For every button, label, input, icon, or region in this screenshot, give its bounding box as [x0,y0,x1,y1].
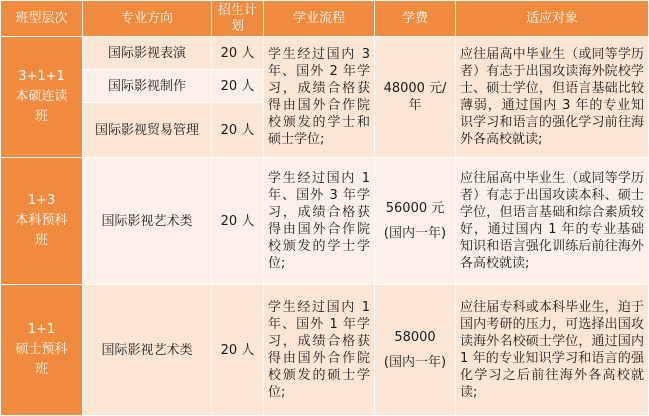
level-suffix: 班 [34,109,48,124]
header-flow: 学业流程 [264,1,375,37]
fee-main: 56000 元 [385,201,445,216]
major-cell: 国际影视艺术类 [83,158,212,285]
level-suffix: 班 [34,233,48,248]
header-fee: 学费 [375,1,456,37]
level-suffix: 班 [34,362,48,377]
plan-cell: 20 人 [212,37,264,70]
level-cell [1,37,83,158]
table-row [1,285,649,416]
level-code: 1+1 [27,322,56,337]
level-code: 1+3 [27,193,56,208]
header-level: 班型层次 [1,1,83,37]
fee-main: 58000 [394,330,436,345]
target-cell: 应往届专科或本科毕业生，迫于国内考研的压力，可选择出国攻读海外名校硕士学位，通过国内 1 年的专业知识学习和语言的强化学习之后前往海外各高校就读; [456,285,649,416]
table-row [1,158,649,285]
level-name: 硕士预科 [15,342,68,357]
level-name: 本科预科 [15,213,68,228]
header-target: 适应对象 [456,1,649,37]
fee-main: 48000 元/ [383,81,447,96]
header-plan: 招生计划 [212,1,264,37]
major-cell: 国际影视表演 [83,37,212,70]
flow-cell: 学生经过国内 1 年、国外 1 年学习，成绩合格获得由国外合作院校颁发的硕士学位; [264,285,375,416]
header-row [1,1,649,37]
fee-cell [375,285,456,416]
fee-note: (国内一年) [383,226,447,241]
plan-cell: 20 人 [212,285,264,416]
flow-cell: 学生经过国内 1 年、国外 3 年学习，成绩合格获得由国外合作院校颁发的学士学位; [264,158,375,285]
table-row [1,37,649,70]
header-major: 专业方向 [83,1,212,37]
plan-cell: 20 人 [212,70,264,103]
major-cell: 国际影视制作 [83,70,212,103]
flow-cell: 学生经过国内 3 年、国外 2 年学习，成绩合格获得由国外合作院校颁发的学士和硕士学位; [264,37,375,158]
fee-cell [375,37,456,158]
fee-note: (国内一年) [383,355,447,370]
fee-cell [375,158,456,285]
level-cell [1,158,83,285]
level-code: 3+1+1 [18,69,65,84]
target-cell: 应往届高中毕业生（或同等学历者）有志于出国攻读海外院校学士、硕士学位，但语言基础比较薄弱，通过国内 3 年的专业知识学习和语言的强化学习前往海外各高校就读; [456,37,649,158]
plan-cell: 20 人 [212,158,264,285]
major-cell: 国际影视艺术类 [83,285,212,416]
fee-unit: 年 [408,98,422,113]
level-name: 本硕连读 [15,89,68,104]
plan-cell: 20 人 [212,103,264,158]
target-cell: 应往届高中毕业生（或同等学历者）有志于出国攻读本科、硕士学位，但语言基础和综合素质较好，通过国内 1 年的专业基础知识和语言强化训练后前往海外各高校就读; [456,158,649,285]
major-cell: 国际影视贸易管理 [83,103,212,158]
level-cell [1,285,83,416]
